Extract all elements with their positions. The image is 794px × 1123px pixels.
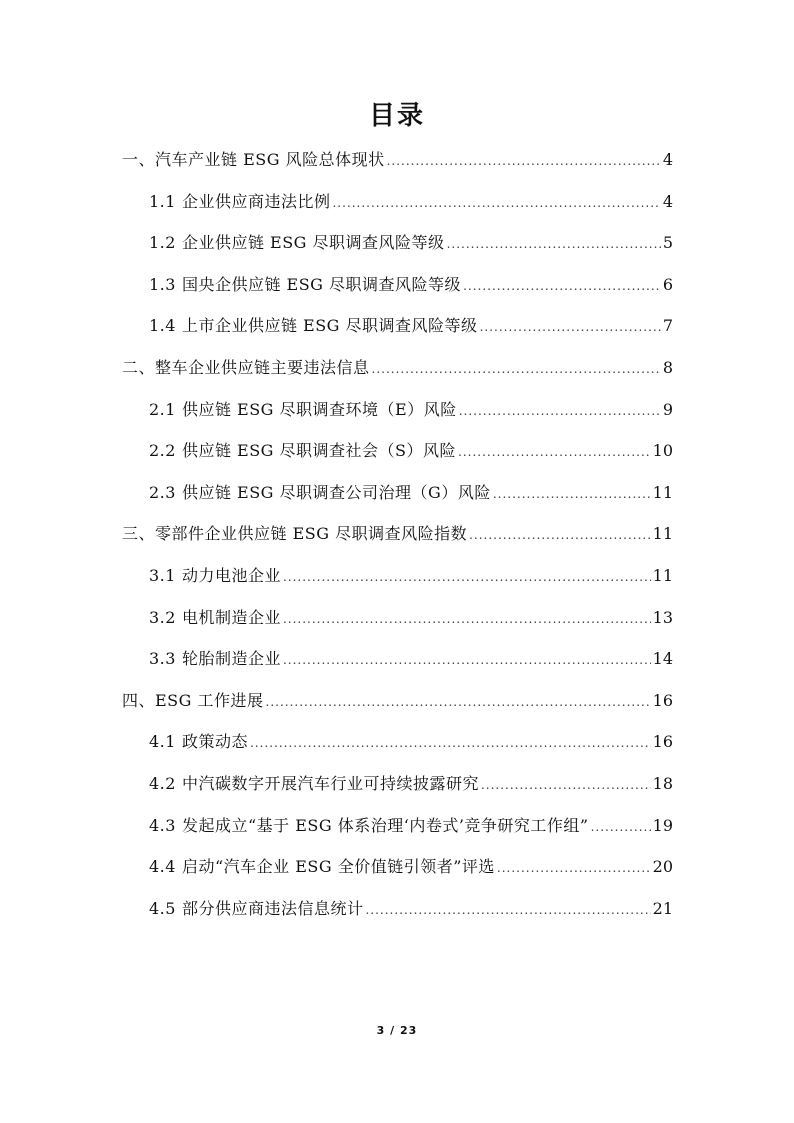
toc-chapter-entry[interactable] — [122, 687, 673, 715]
toc-chapter-entry[interactable] — [122, 146, 673, 174]
toc-section-entry[interactable] — [149, 770, 673, 798]
toc-page-number: 11 — [652, 566, 673, 585]
toc-page-number: 6 — [662, 274, 673, 294]
toc-chapter-entry[interactable] — [122, 520, 673, 548]
toc-entry-label — [122, 520, 467, 548]
page-title: 目录 — [368, 101, 425, 131]
dot-leader — [365, 896, 650, 924]
toc-page-number: 11 — [652, 482, 673, 502]
toc-section-number: 4.5 — [149, 898, 176, 918]
toc-page-number: 16 — [652, 732, 673, 752]
dot-leader — [332, 189, 660, 217]
toc-entry-text: 供应链 ESG 尽职调查公司治理（G）风险 — [181, 482, 491, 502]
toc-entry-text: 二、整车企业供应链主要违法信息 — [122, 358, 370, 377]
dot-leader — [372, 355, 661, 383]
toc-entry-label — [122, 687, 264, 715]
toc-entry-text: 企业供应商违法比例 — [181, 191, 331, 211]
toc-section-number: 1.2 — [149, 233, 176, 253]
dot-leader — [283, 605, 651, 633]
toc-page-number: 5 — [662, 233, 673, 253]
toc-entry-text: 一、汽车产业链 ESG 风险总体现状 — [122, 150, 385, 169]
toc-section-entry[interactable] — [149, 853, 673, 881]
toc-entry-text: 国央企供应链 ESG 尽职调查风险等级 — [181, 274, 462, 294]
toc-entry-text: 四、ESG 工作进展 — [122, 690, 264, 710]
toc-section-number: 4.3 — [149, 815, 176, 835]
toc-entry-text: 三、零部件企业供应链 ESG 尽职调查风险指数 — [122, 524, 468, 544]
toc-section-number: 4.2 — [149, 774, 176, 793]
toc-section-entry[interactable] — [149, 396, 673, 424]
toc-section-entry[interactable] — [149, 188, 673, 216]
toc-entry-label — [149, 770, 479, 798]
toc-entry-label — [122, 146, 385, 174]
toc-entry-text: 动力电池企业 — [181, 566, 281, 585]
toc-entry-text: 上市企业供应链 ESG 尽职调查风险等级 — [181, 316, 478, 336]
toc-page-number: 19 — [652, 815, 673, 835]
toc-section-entry[interactable] — [149, 812, 673, 840]
toc-section-number: 2.2 — [149, 441, 176, 461]
dot-leader — [481, 771, 651, 799]
toc-entry-text: 中汽碳数字开展汽车行业可持续披露研究 — [181, 774, 479, 793]
toc-page-number: 21 — [652, 898, 673, 918]
toc-page-number: 13 — [652, 607, 673, 627]
toc-entry-label — [122, 354, 370, 382]
toc-page-number: 16 — [652, 690, 673, 710]
toc-page-number: 14 — [652, 649, 673, 669]
toc-section-entry[interactable] — [149, 479, 673, 507]
toc-entry-text: 发起成立“基于 ESG 体系治理‘内卷式’竞争研究工作组” — [181, 815, 589, 835]
toc-page-number: 4 — [662, 150, 673, 169]
toc-section-entry[interactable] — [149, 728, 673, 756]
toc-entry-text: 政策动态 — [181, 732, 248, 752]
toc-section-number: 3.1 — [149, 566, 176, 585]
toc-entry-label — [149, 728, 248, 756]
toc-section-number: 4.1 — [149, 732, 176, 752]
toc-entry-text: 轮胎制造企业 — [181, 649, 281, 669]
toc-entry-label — [149, 895, 363, 923]
toc-section-number: 2.3 — [149, 482, 176, 502]
toc-page-number: 18 — [652, 774, 673, 793]
toc-page-number: 8 — [662, 358, 673, 377]
dot-leader — [447, 230, 661, 258]
dot-leader — [387, 147, 661, 175]
toc-page-number: 7 — [662, 316, 673, 336]
toc-section-number: 2.1 — [149, 399, 176, 419]
toc-section-number: 1.1 — [149, 191, 176, 211]
toc-entry-label — [149, 437, 456, 465]
toc-entry-label — [149, 271, 461, 299]
dot-leader — [459, 397, 661, 425]
dot-leader — [591, 813, 651, 841]
toc-entry-text: 电机制造企业 — [181, 607, 281, 627]
dot-leader — [497, 854, 651, 882]
toc-section-entry[interactable] — [149, 229, 673, 257]
toc-section-number: 4.4 — [149, 857, 176, 877]
toc-entry-text: 供应链 ESG 尽职调查社会（S）风险 — [181, 441, 457, 461]
toc-entry-label — [149, 312, 478, 340]
toc-entry-label — [149, 479, 491, 507]
toc-page-number: 10 — [652, 441, 673, 461]
toc-section-entry[interactable] — [149, 895, 673, 923]
toc-section-entry[interactable] — [149, 271, 673, 299]
toc-page-number: 9 — [662, 399, 673, 419]
dot-leader — [266, 688, 651, 716]
toc-entry-label — [149, 562, 281, 590]
toc-chapter-entry[interactable] — [122, 354, 673, 382]
toc-section-number: 3.3 — [149, 649, 176, 669]
dot-leader — [463, 272, 661, 300]
page-number: 3 / 23 — [376, 1024, 418, 1037]
toc-section-entry[interactable] — [149, 312, 673, 340]
dot-leader — [493, 480, 651, 508]
toc-section-entry[interactable] — [149, 437, 673, 465]
toc-entry-label — [149, 853, 495, 881]
toc-page-number: 4 — [662, 191, 673, 211]
toc-entry-label — [149, 645, 281, 673]
toc-section-entry[interactable] — [149, 604, 673, 632]
dot-leader — [283, 563, 651, 591]
toc-entry-label — [149, 188, 330, 216]
toc-section-number: 1.3 — [149, 274, 176, 294]
toc-section-number: 1.4 — [149, 316, 176, 336]
toc-entry-text: 启动“汽车企业 ESG 全价值链引领者”评选 — [181, 857, 495, 877]
toc-entry-label — [149, 229, 445, 257]
toc-page-number: 11 — [652, 524, 673, 544]
toc-section-entry[interactable] — [149, 645, 673, 673]
dot-leader — [458, 438, 651, 466]
toc-section-number: 3.2 — [149, 607, 176, 627]
dot-leader — [469, 521, 651, 549]
toc-entry-label — [149, 812, 589, 840]
toc-entry-label — [149, 604, 281, 632]
toc-entry-text: 供应链 ESG 尽职调查环境（E）风险 — [181, 399, 457, 419]
dot-leader — [480, 313, 661, 341]
toc-page-number: 20 — [652, 857, 673, 877]
toc-entry-text: 企业供应链 ESG 尽职调查风险等级 — [181, 233, 445, 253]
toc-section-entry[interactable] — [149, 562, 673, 590]
dot-leader — [250, 729, 651, 757]
toc-entry-text: 部分供应商违法信息统计 — [181, 898, 364, 918]
dot-leader — [283, 646, 651, 674]
toc-entry-label — [149, 396, 457, 424]
